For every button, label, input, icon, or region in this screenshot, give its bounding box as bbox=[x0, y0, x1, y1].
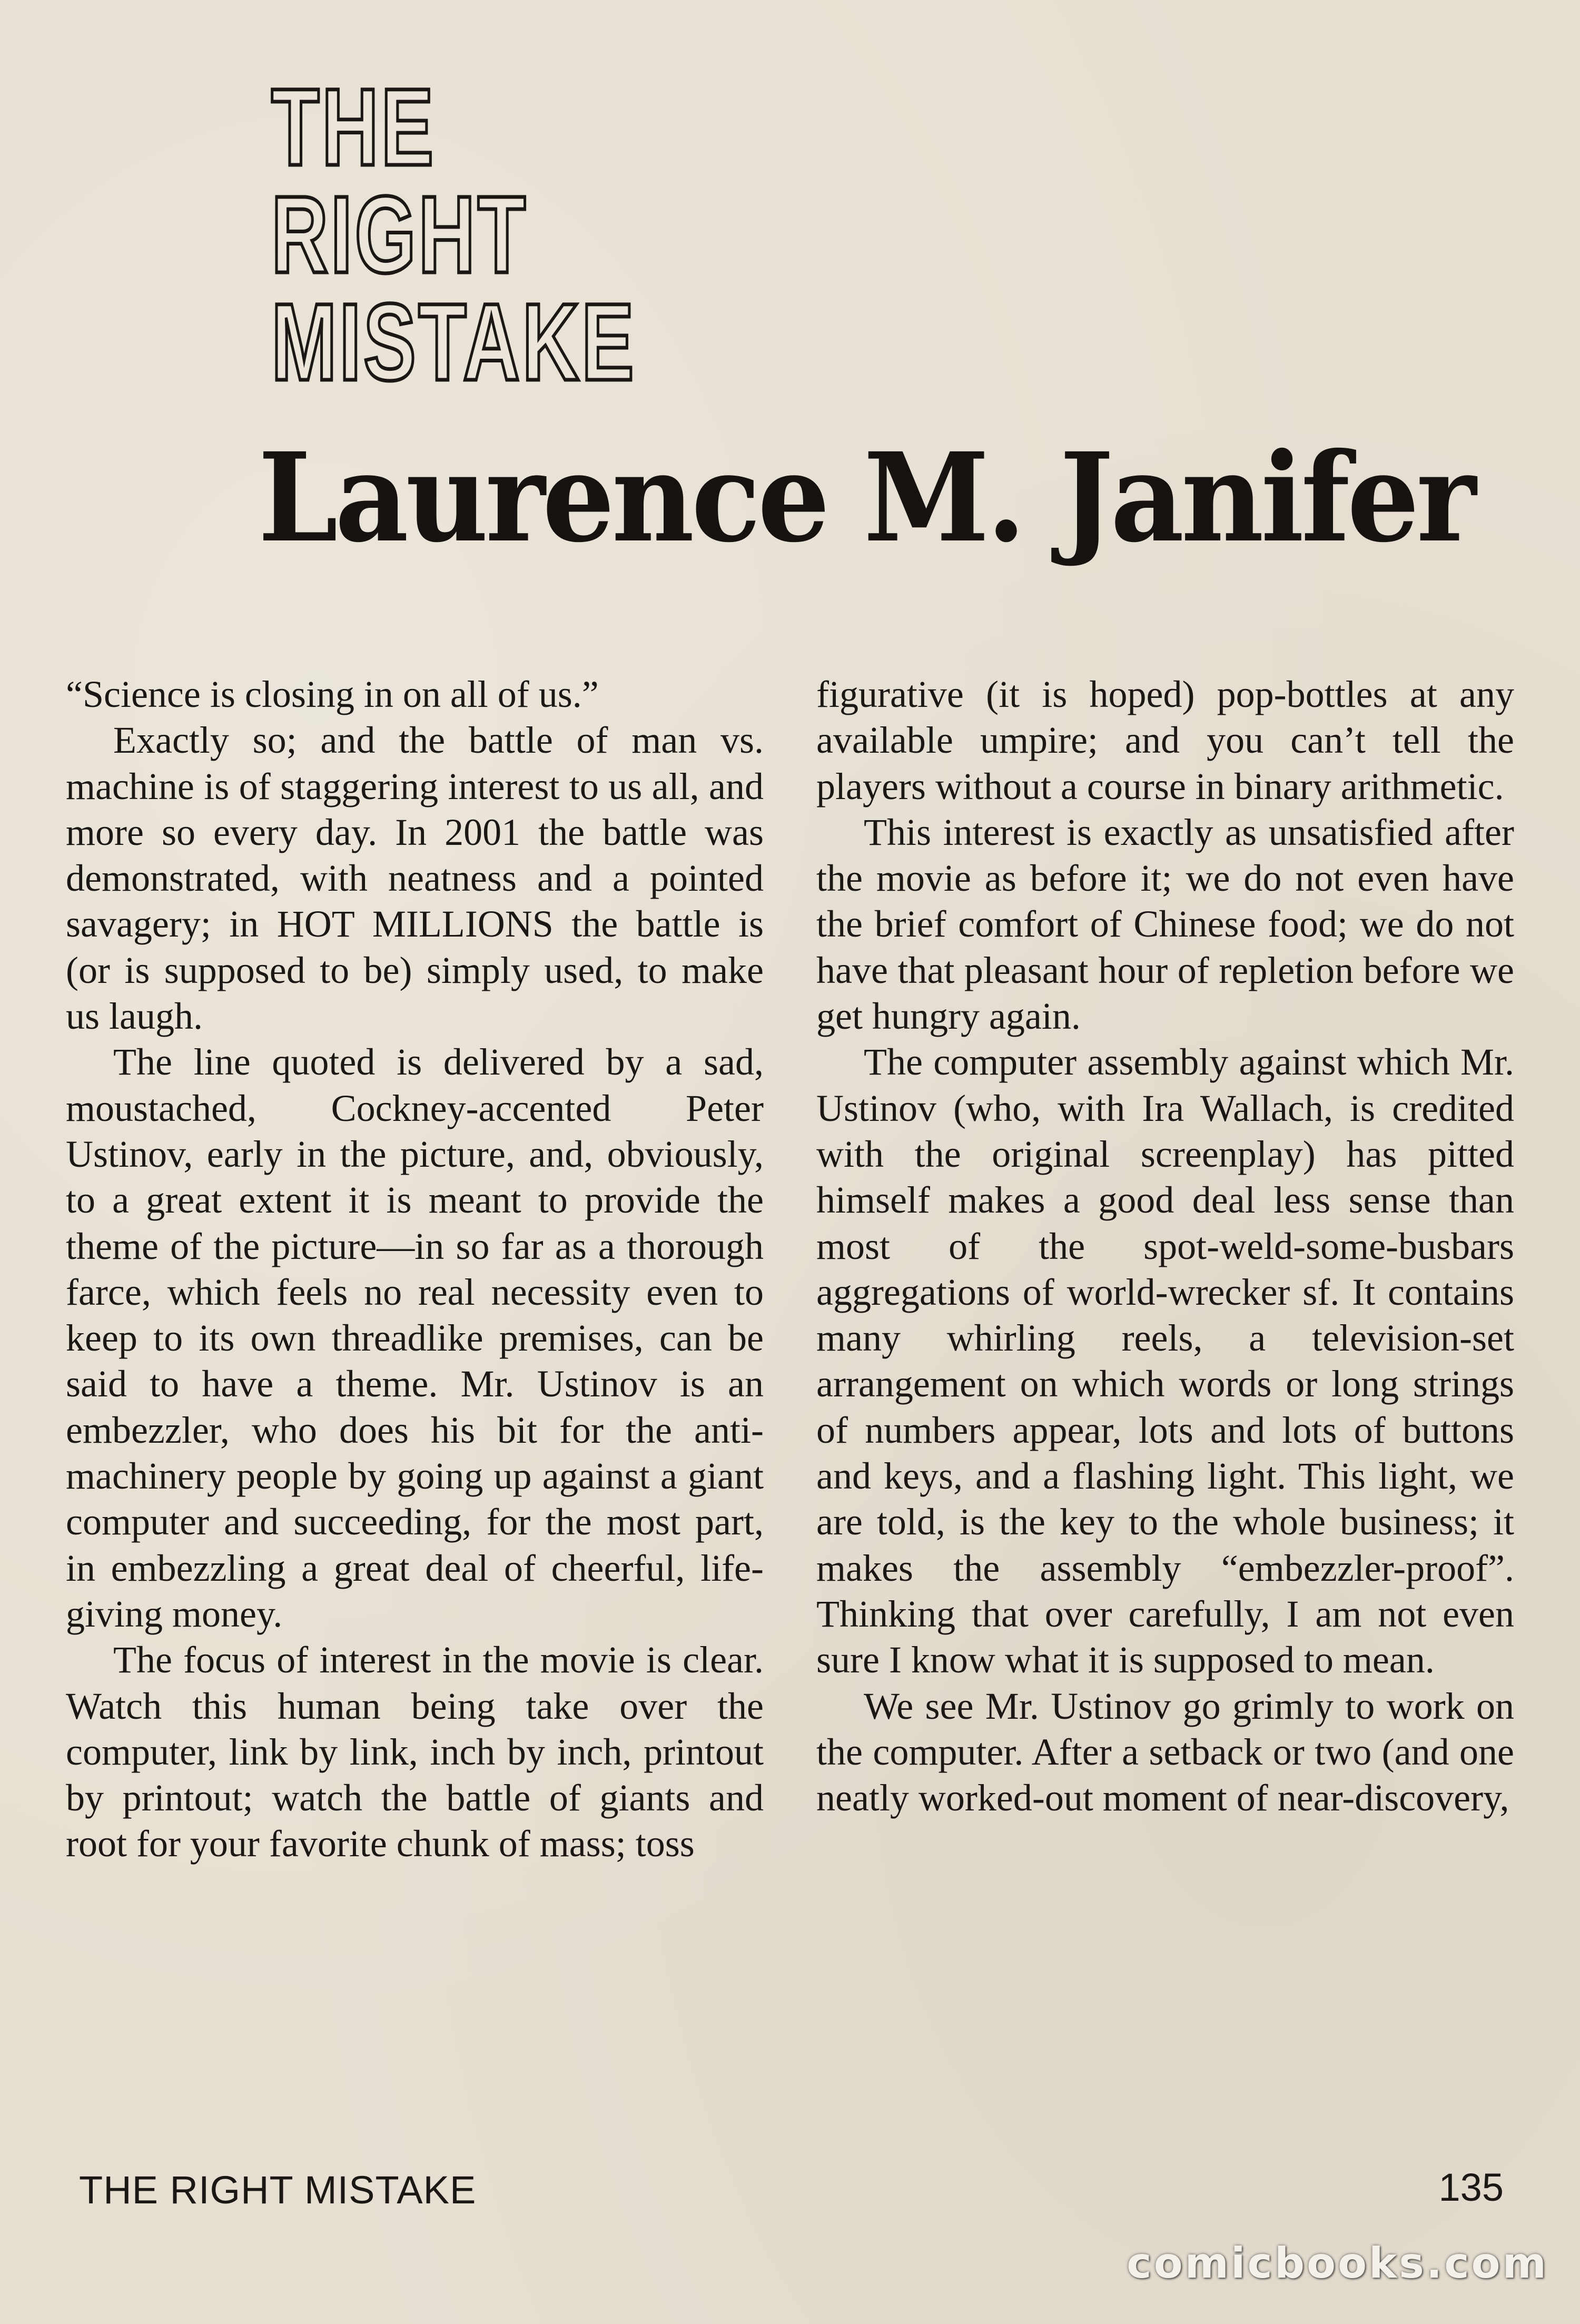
paragraph: This interest is exactly as unsatisfied after the movie as before it; we do not even have the brief comfort of Chinese food; we do not have that pleasant hour of repletion before we get hungry again. bbox=[816, 811, 1514, 1038]
paragraph: The focus of interest in the movie is clear. Watch this human being take over the computer, link by link, inch by inch, printout by printout; watch the battle of giants and root for your favorite chunk of mass; toss bbox=[66, 1639, 764, 1865]
article-title bbox=[271, 66, 745, 403]
opening-quote: “Science is closing in on all of us.” bbox=[66, 673, 599, 715]
title-line-2: RIGHT bbox=[271, 174, 528, 296]
left-column bbox=[66, 672, 764, 1867]
paragraph-continued: figurative (it is hoped) pop-bottles at any available umpire; and you can’t tell the players without a course in binary arithmetic. bbox=[816, 673, 1514, 808]
page-number: 135 bbox=[1438, 2165, 1504, 2209]
paragraph: Exactly so; and the battle of man vs. machine is of staggering interest to us all, and more so every day. In 2001 the battle was demonstrated, with neatness and a pointed savagery; in HOT MILLIONS the battle is (or is supposed to be) simply used, to make us laugh. bbox=[66, 719, 764, 1038]
running-title: THE RIGHT MISTAKE bbox=[79, 2168, 477, 2212]
paragraph: We see Mr. Ustinov go grimly to work on the computer. After a setback or two (and one neatly worked-out moment of near-discovery, bbox=[816, 1685, 1514, 1819]
title-line-3: MISTAKE bbox=[271, 281, 637, 403]
right-column bbox=[816, 672, 1514, 1821]
article-body bbox=[66, 672, 1514, 2136]
watermark-logo: comicbooks.com bbox=[1127, 2239, 1548, 2288]
author-byline: Laurence M. Janifer bbox=[258, 426, 1474, 569]
paragraph: The line quoted is delivered by a sad, moustached, Cockney-accented Peter Ustinov, early in the picture, and, obviously, to a great extent it is meant to provide the theme of the picture—in so far as a thorough farce, which feels no real necessity even to keep to its own threadlike premises, can be said to have a theme. Mr. Ustinov is an embezzler, who does his bit for the anti-machinery people by going up against a giant computer and succeeding, for the most part, in embezzling a great deal of cheerful, life-giving money. bbox=[66, 1041, 764, 1635]
title-line-1: THE bbox=[271, 66, 436, 189]
paragraph: The computer assembly against which Mr. Ustinov (who, with Ira Wallach, is credited with the original screenplay) has pitted himself makes a good deal less sense than most of the spot-weld-some-busbars aggregations of world-wrecker sf. It contains many whirling reels, a television-set arrangement on which words or long strings of numbers appear, lots and lots of buttons and keys, and a flashing light. This light, we are told, is the key to the whole business; it makes the assembly “embezzler-proof”. Thinking that over carefully, I am not even sure I know what it is supposed to mean. bbox=[816, 1041, 1514, 1681]
